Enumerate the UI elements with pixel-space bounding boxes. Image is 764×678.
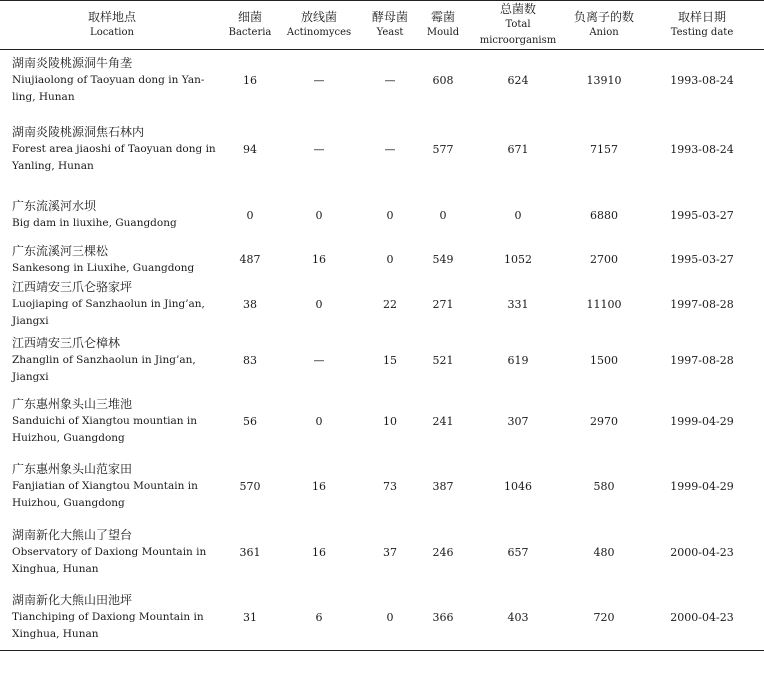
yeast-cell: 10 — [383, 414, 397, 428]
location-zh: 湖南新化大熊山了望台 — [12, 527, 133, 542]
location-en: Tianchiping of Daxiong Mountain in — [12, 610, 204, 623]
total-cell: 657 — [507, 545, 529, 559]
yeast-cell: 37 — [383, 545, 397, 559]
yeast-cell: — — [384, 74, 396, 88]
location-cell — [0, 50, 224, 112]
header-mould: 霉菌 Mould — [418, 1, 468, 50]
anion-cell: 1500 — [590, 354, 618, 367]
header-bacteria: 细菌 Bacteria — [224, 1, 276, 50]
header-anion: 负离子的数 Anion — [568, 1, 640, 50]
bacteria-cell: 570 — [239, 480, 261, 493]
bacteria-cell: 361 — [239, 545, 261, 559]
header-yeast: 酵母菌 Yeast — [362, 1, 418, 50]
yeast-cell: 22 — [383, 298, 397, 311]
date-cell: 1999-04-29 — [670, 480, 734, 493]
location-cell — [0, 454, 224, 520]
location-en: Forest area jiaoshi of Taoyuan dong in — [12, 143, 216, 155]
location-en-cont: Xinghua, Hunan — [12, 627, 99, 640]
header-total: 总菌数 Total microorganism — [468, 1, 568, 50]
total-cell: 1046 — [504, 480, 532, 493]
location-en: Sanduichi of Xiangtou mountian in — [12, 414, 198, 427]
yeast-cell: — — [384, 143, 396, 156]
actinomyces-cell: 6 — [276, 585, 362, 651]
bacteria-cell: 487 — [239, 253, 261, 266]
yeast-cell: 0 — [386, 253, 394, 266]
location-cell — [0, 188, 224, 243]
anion-cell: 2970 — [590, 414, 618, 428]
bacteria-cell: 94 — [243, 143, 257, 156]
location-cell — [0, 585, 224, 651]
location-en: Niujiaolong of Taoyuan dong in Yan- — [12, 74, 205, 87]
anion-cell: 720 — [568, 585, 640, 651]
location-zh: 湖南炎陵桃源洞焦石林内 — [12, 125, 145, 139]
location-en: Big dam in liuxihe, Guangdong — [12, 217, 177, 229]
actinomyces-cell: 0 — [315, 298, 323, 311]
location-zh: 广东惠州象头山范家田 — [12, 462, 133, 476]
table-row — [0, 188, 764, 243]
date-cell: 1993-08-24 — [670, 143, 734, 156]
actinomyces-cell: 0 — [315, 208, 323, 222]
date-cell: 1995-03-27 — [670, 208, 734, 222]
mould-cell: 241 — [432, 414, 454, 428]
anion-cell: 13910 — [586, 74, 622, 88]
location-zh: 广东流溪河水坝 — [12, 199, 97, 213]
location-cell — [0, 520, 224, 585]
table-row — [0, 454, 764, 520]
total-cell: 619 — [507, 354, 529, 367]
location-zh: 江西靖安三爪仑樟林 — [12, 336, 121, 350]
header-date: 取样日期 Testing date — [640, 1, 764, 50]
mould-cell: 246 — [432, 545, 454, 559]
anion-cell: 7157 — [590, 143, 618, 156]
anion-cell: 2700 — [590, 253, 618, 266]
actinomyces-cell: 16 — [312, 545, 326, 559]
yeast-cell: 0 — [362, 585, 418, 651]
yeast-cell: 15 — [383, 354, 397, 367]
table-row — [0, 520, 764, 585]
total-cell: 0 — [514, 208, 522, 222]
location-zh: 广东惠州象头山三堆池 — [12, 396, 133, 411]
anion-cell: 11100 — [586, 298, 622, 311]
mould-cell: 0 — [439, 208, 447, 222]
location-en-cont: Huizhou, Guangdong — [12, 431, 125, 444]
bacteria-cell: 31 — [224, 585, 276, 651]
yeast-cell: 73 — [383, 480, 397, 493]
actinomyces-cell: 16 — [312, 480, 326, 493]
location-en: Luojiaping of Sanzhaolun in Jing’an, — [12, 298, 205, 310]
date-cell: 1997-08-28 — [670, 298, 734, 311]
location-en: Fanjiatian of Xiangtou Mountain in — [12, 480, 198, 492]
bacteria-cell: 16 — [243, 74, 257, 88]
actinomyces-cell: — — [313, 354, 325, 367]
location-en: Zhanglin of Sanzhaolun in Jing’an, — [12, 354, 196, 366]
total-cell: 624 — [507, 74, 529, 88]
location-en-cont: Jiangxi — [12, 371, 49, 383]
location-en-cont: ling, Hunan — [12, 91, 75, 104]
anion-cell: 480 — [593, 545, 615, 559]
date-cell: 1995-03-27 — [670, 253, 734, 266]
location-cell — [0, 112, 224, 188]
date-cell: 1993-08-24 — [670, 74, 734, 88]
location-zh: 广东流溪河三棵松 — [12, 243, 109, 258]
location-cell — [0, 243, 224, 277]
table-row — [0, 389, 764, 454]
location-en: Sankesong in Liuxihe, Guangdong — [12, 261, 195, 274]
date-cell: 2000-04-23 — [640, 585, 764, 651]
header-row — [0, 1, 764, 50]
mould-cell: 366 — [418, 585, 468, 651]
table-row — [0, 243, 764, 277]
location-en-cont: Xinghua, Hunan — [12, 562, 99, 575]
actinomyces-cell: — — [313, 74, 325, 88]
mould-cell: 271 — [432, 298, 454, 311]
date-cell: 2000-04-23 — [670, 545, 734, 559]
anion-cell: 6880 — [590, 208, 618, 222]
total-cell: 671 — [507, 143, 529, 156]
date-cell: 1997-08-28 — [670, 354, 734, 367]
yeast-cell: 0 — [386, 208, 394, 222]
anion-cell: 580 — [593, 480, 615, 493]
table-row — [0, 277, 764, 333]
total-cell: 307 — [507, 414, 529, 428]
location-cell — [0, 333, 224, 389]
actinomyces-cell: 0 — [315, 414, 323, 428]
mould-cell: 608 — [432, 74, 454, 88]
table-row — [0, 50, 764, 112]
header-location: 取样地点 Location — [0, 1, 224, 50]
table-row — [0, 333, 764, 389]
table-body — [0, 50, 764, 651]
table-header — [0, 1, 764, 50]
location-zh: 湖南炎陵桃源洞牛角垄 — [12, 56, 133, 71]
date-cell: 1999-04-29 — [670, 414, 734, 428]
location-zh: 江西靖安三爪仑骆家坪 — [12, 280, 133, 294]
table-row — [0, 585, 764, 651]
bacteria-cell: 38 — [243, 298, 257, 311]
location-en-cont: Yanling, Hunan — [12, 160, 94, 172]
location-zh: 湖南新化大熊山田池坪 — [12, 592, 133, 607]
location-cell — [0, 389, 224, 454]
actinomyces-cell: — — [313, 143, 325, 156]
total-cell: 403 — [468, 585, 568, 651]
table-row — [0, 112, 764, 188]
header-actinomyces: 放线菌 Actinomyces — [276, 1, 362, 50]
mould-cell: 521 — [432, 354, 454, 367]
location-cell — [0, 277, 224, 333]
bacteria-cell: 0 — [246, 208, 254, 222]
location-en-cont: Jiangxi — [12, 315, 49, 327]
mould-cell: 577 — [432, 143, 454, 156]
mould-cell: 387 — [432, 480, 454, 493]
actinomyces-cell: 16 — [312, 253, 326, 266]
bacteria-cell: 83 — [243, 354, 257, 367]
bacteria-cell: 56 — [243, 414, 257, 428]
total-cell: 331 — [507, 298, 529, 311]
total-cell: 1052 — [504, 253, 532, 266]
location-en: Observatory of Daxiong Mountain in — [12, 545, 207, 558]
location-en-cont: Huizhou, Guangdong — [12, 497, 125, 509]
mould-cell: 549 — [432, 253, 454, 266]
